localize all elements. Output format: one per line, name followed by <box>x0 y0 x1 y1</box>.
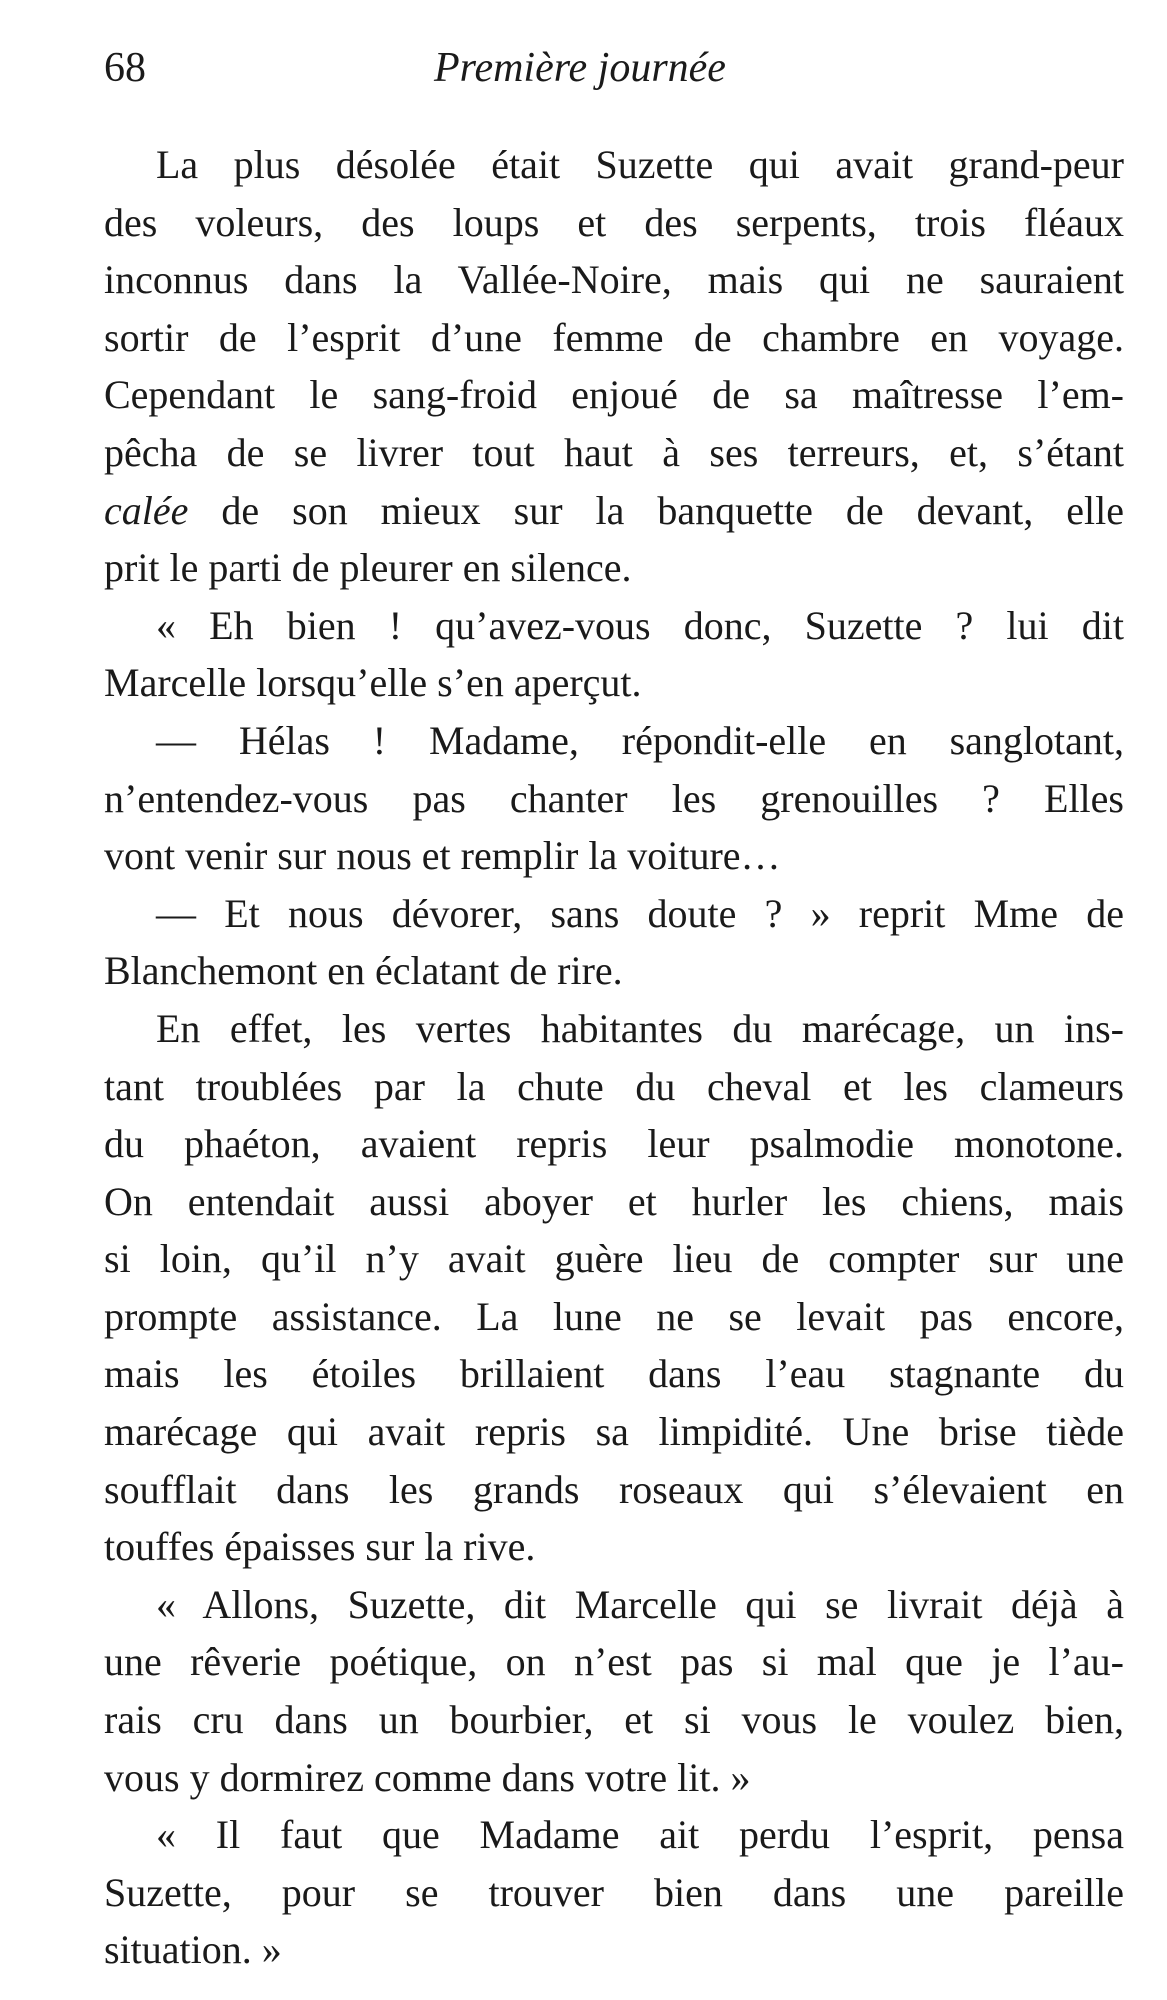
text-line: une rêverie poétique, on n’est pas si mal que je l’au- <box>104 1639 1124 1685</box>
text-line: rais cru dans un bourbier, et si vous le voulez bien, <box>104 1697 1124 1743</box>
page-number: 68 <box>104 45 146 91</box>
text-line: prit le parti de pleurer en silence. <box>104 545 632 591</box>
text-line: « Eh bien ! qu’avez-vous donc, Suzette ? lui dit <box>156 602 1124 648</box>
text-line: On entendait aussi aboyer et hurler les chiens, mais <box>104 1178 1124 1224</box>
text-line: Marcelle lorsqu’elle s’en aperçut. <box>104 660 642 706</box>
text-line: inconnus dans la Vallée-Noire, mais qui ne sauraient <box>104 257 1124 303</box>
text-line: du phaéton, avaient repris leur psalmodie monotone. <box>104 1121 1124 1167</box>
italic-word: calée <box>104 487 189 533</box>
text-line: situation. » <box>104 1927 282 1973</box>
text-line: Cependant le sang-froid enjoué de sa maîtresse l’em- <box>104 372 1124 418</box>
text-line: Suzette, pour se trouver bien dans une pareille <box>104 1869 1124 1915</box>
text-line: La plus désolée était Suzette qui avait grand-peur <box>156 142 1124 187</box>
text-line: pêcha de se livrer tout haut à ses terreurs, et, s’étant <box>104 429 1124 475</box>
text-line: En effet, les vertes habitantes du marécage, un ins- <box>156 1005 1124 1051</box>
text-line: tant troublées par la chute du cheval et les clameurs <box>104 1063 1124 1109</box>
text-line-rest: de son mieux sur la banquette de devant, elle <box>188 487 1124 533</box>
text-line: touffes épaisses sur la rive. <box>104 1524 536 1570</box>
running-title: Première journée <box>434 45 726 91</box>
body-text <box>104 136 1124 1979</box>
text-line: « Allons, Suzette, dit Marcelle qui se livrait déjà à <box>156 1581 1124 1627</box>
text-line <box>104 482 1124 540</box>
text-line: n’entendez-vous pas chanter les grenouilles ? Elles <box>104 775 1124 821</box>
text-line: vont venir sur nous et remplir la voiture… <box>104 833 781 879</box>
text-line: mais les étoiles brillaient dans l’eau stagnante du <box>104 1351 1124 1397</box>
running-head <box>104 38 1124 98</box>
text-line: marécage qui avait repris sa limpidité. Une brise tiède <box>104 1409 1124 1455</box>
text-line: vous y dormirez comme dans votre lit. » <box>104 1754 751 1800</box>
text-line: — Hélas ! Madame, répondit-elle en sanglotant, <box>156 717 1124 763</box>
text-line: soufflait dans les grands roseaux qui s’élevaient en <box>104 1466 1124 1512</box>
text-line: « Il faut que Madame ait perdu l’esprit, pensa <box>156 1812 1124 1858</box>
text-line: Blanchemont en éclatant de rire. <box>104 948 623 994</box>
text-line: prompte assistance. La lune ne se levait pas encore, <box>104 1293 1124 1339</box>
text-line: — Et nous dévorer, sans doute ? » reprit Mme de <box>156 890 1124 936</box>
text-line: des voleurs, des loups et des serpents, trois fléaux <box>104 199 1124 245</box>
text-line: si loin, qu’il n’y avait guère lieu de compter sur une <box>104 1236 1124 1282</box>
text-line: sortir de l’esprit d’une femme de chambre en voyage. <box>104 314 1124 360</box>
